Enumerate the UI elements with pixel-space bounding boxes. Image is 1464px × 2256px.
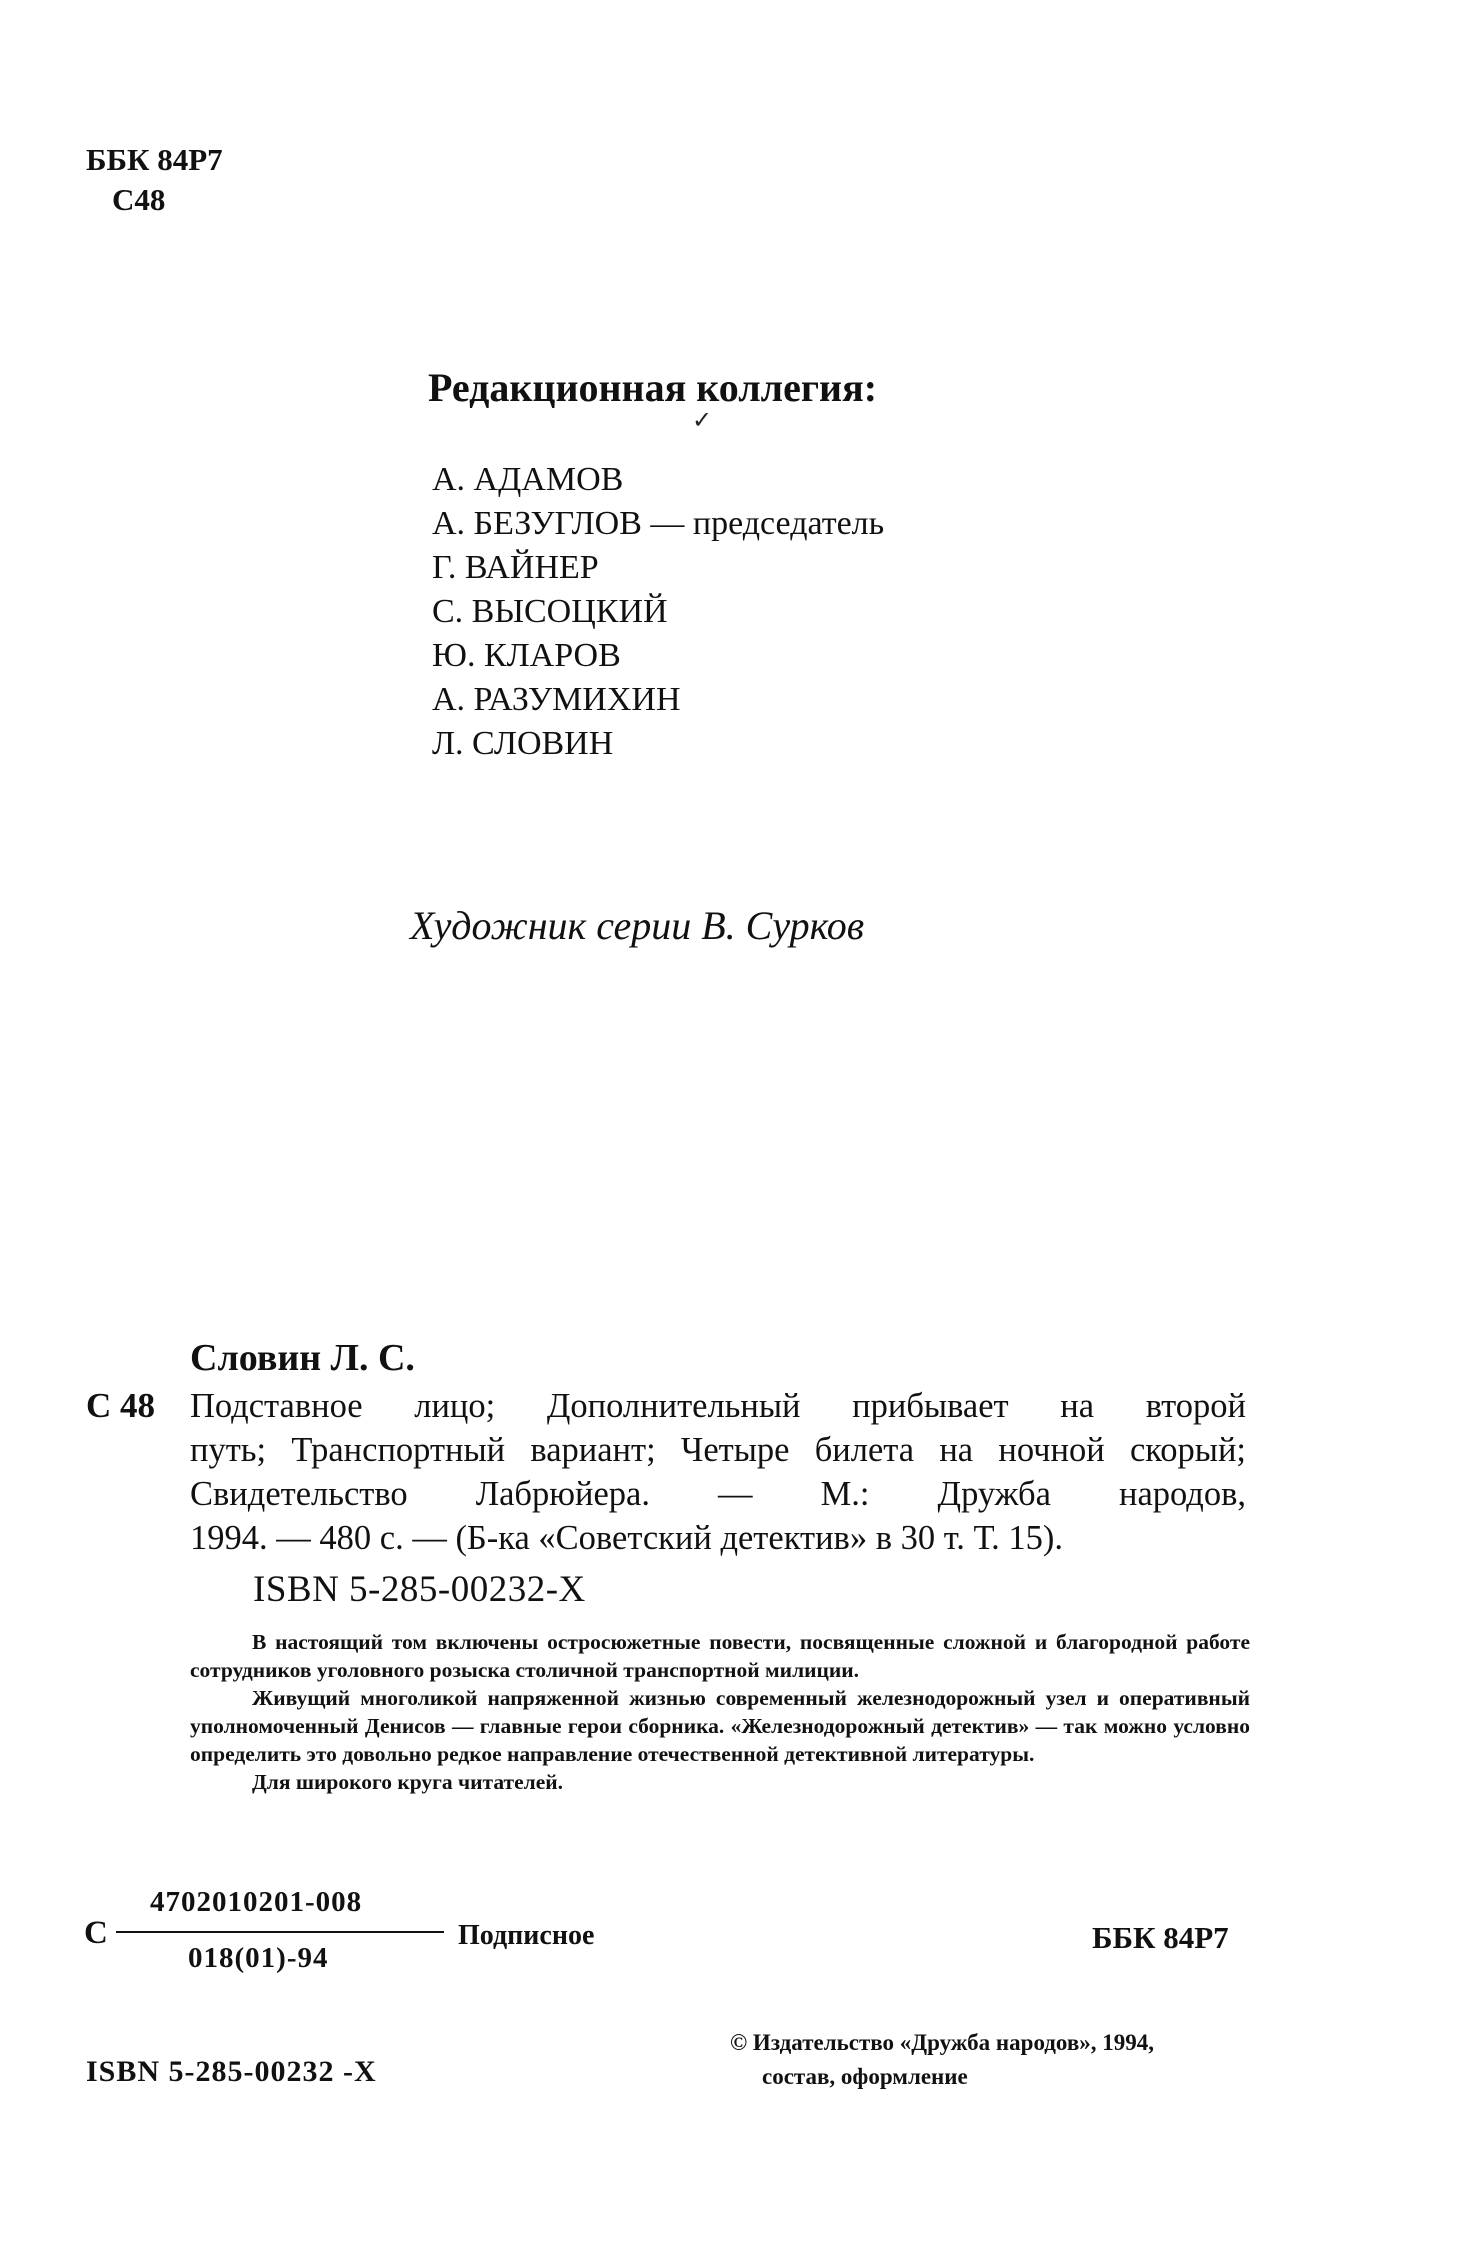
imprint-denominator: 018(01)-94: [188, 1942, 329, 1974]
imprint-numerator: 4702010201-008: [150, 1886, 363, 1918]
description-line: 1994. — 480 с. — (Б-ка «Советский детектив» в 30 т. Т. 15).: [190, 1519, 1063, 1557]
description-line: Свидетельство Лабрюйера. — М.: Дружба народов,: [190, 1475, 1246, 1513]
bbk-code: ББК 84Р7: [86, 142, 223, 177]
copyright-block: [730, 2026, 1154, 2094]
description-line: путь; Транспортный вариант; Четыре билета на ночной скорый;: [190, 1431, 1246, 1469]
copyright-line: состав, оформление: [762, 2064, 968, 2089]
annotation-paragraph: Живущий многоликой напряженной жизнью современный железнодорожный узел и оперативный уполномоченный Денисов — главные герои сборника. «Железнодорожный детектив» — так можно условно определить это довольно редкое направление отечественной детективной литературы.: [190, 1686, 1250, 1766]
board-member: С. ВЫСОЦКИЙ: [432, 593, 668, 630]
annotation-paragraph: В настоящий том включены остросюжетные повести, посвященные сложной и благородной работе сотрудников уголовного розыска столичной транспортной милиции.: [190, 1630, 1250, 1682]
board-member: Ю. КЛАРОВ: [432, 637, 621, 674]
editorial-board-list: [432, 458, 884, 766]
description-line: Подставное лицо; Дополнительный прибывает на второй: [190, 1387, 1246, 1425]
check-mark: ✓: [692, 408, 713, 434]
series-artist: Художник серии В. Сурков: [410, 903, 865, 948]
imprint-letter: С: [84, 1915, 108, 1951]
board-member: Г. ВАЙНЕР: [432, 549, 599, 586]
subscription-label: Подписное: [458, 1920, 595, 1951]
board-member: А. АДАМОВ: [432, 461, 624, 498]
editorial-board-title: Редакционная коллегия:: [428, 365, 878, 410]
board-member: А. БЕЗУГЛОВ — председатель: [432, 505, 885, 542]
copyright-line: © Издательство «Дружба народов», 1994,: [730, 2030, 1155, 2055]
author-sign: С48: [112, 182, 166, 217]
annotation-paragraph: Для широкого круга читателей.: [252, 1770, 564, 1794]
imprint-isbn: ISBN 5-285-00232 -X: [86, 2055, 377, 2088]
catalog-isbn: ISBN 5-285-00232-X: [253, 1569, 586, 1610]
bbk-top-block: [86, 140, 223, 220]
annotation: [190, 1628, 1250, 1796]
catalog-code: С 48: [86, 1386, 156, 1425]
board-member: А. РАЗУМИХИН: [432, 681, 681, 718]
catalog-description: [190, 1384, 1246, 1560]
catalog-author: Словин Л. С.: [190, 1337, 415, 1379]
fraction-line: [116, 1931, 444, 1933]
imprint-bbk: ББК 84Р7: [1092, 1920, 1229, 1955]
board-member: Л. СЛОВИН: [432, 725, 614, 762]
